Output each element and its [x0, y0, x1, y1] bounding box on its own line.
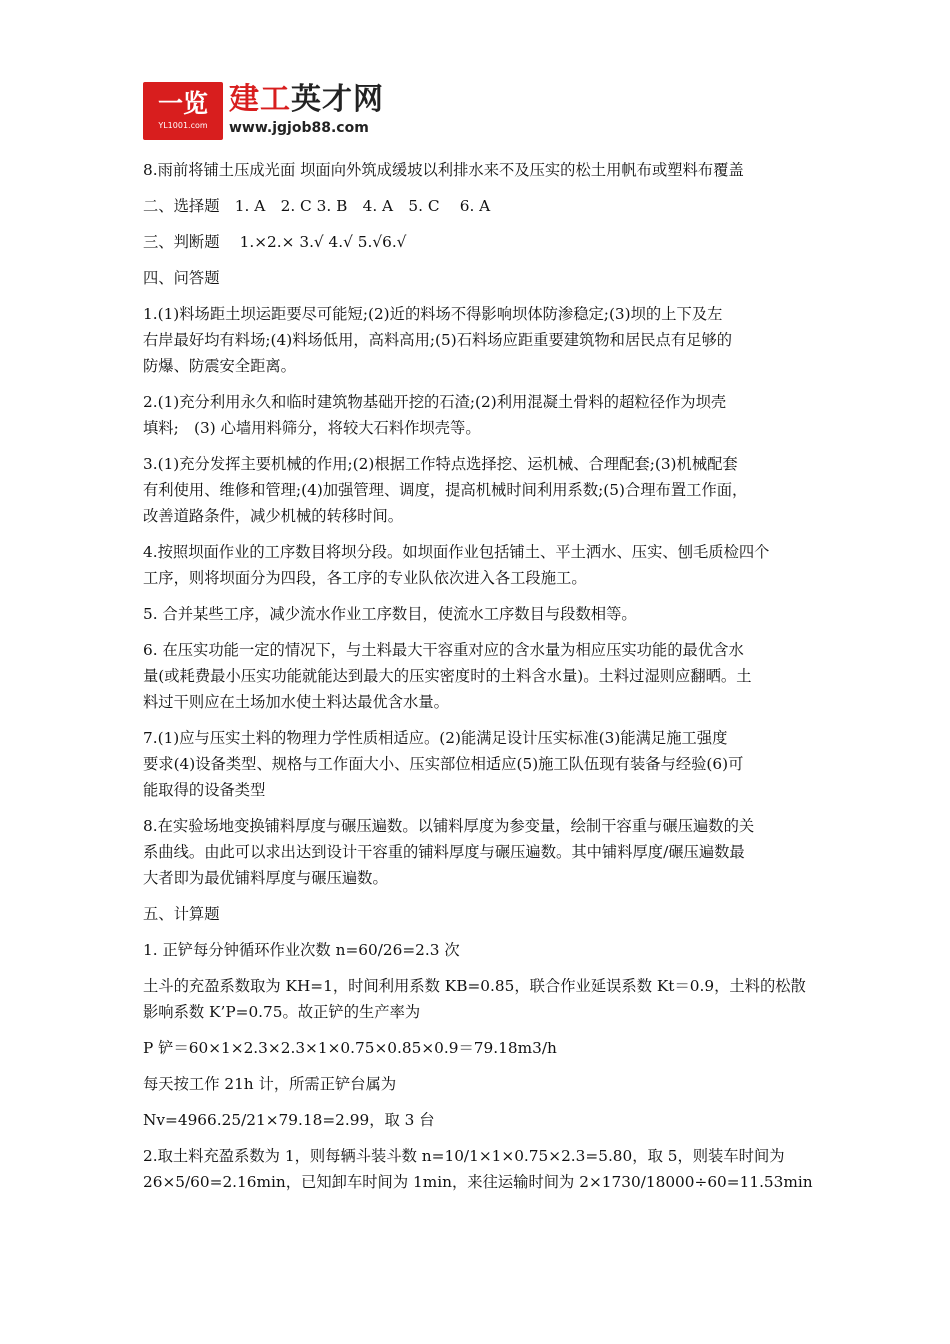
- text-line: 7.(1)应与压实土料的物理力学性质相适应。(2)能满足设计压实标准(3)能满足施工强度: [143, 729, 728, 747]
- section-heading: [143, 901, 813, 927]
- paragraph: [143, 601, 813, 627]
- text-line: P 铲＝60×1×2.3×2.3×1×0.75×0.85×0.9＝79.18m3/h: [143, 1039, 557, 1057]
- text-line: 三、判断题 1.×2.× 3.√ 4.√ 5.√6.√: [143, 233, 407, 251]
- text-line: 土斗的充盈系数取为 KH=1，时间利用系数 KB=0.85，联合作业延误系数 Kt＝0.9，土料的松散: [143, 977, 806, 995]
- text-line: 8.在实验场地变换铺料厚度与碾压遍数。以铺料厚度为参变量，绘制干容重与碾压遍数的关: [143, 817, 755, 835]
- text-line: 5. 合并某些工序，减少流水作业工序数目，使流水工序数目与段数相等。: [143, 605, 637, 623]
- text-line: 右岸最好均有料场;(4)料场低用，高料高用;(5)石料场应距重要建筑物和居民点有足够的: [143, 331, 733, 349]
- text-line: 要求(4)设备类型、规格与工作面大小、压实部位相适应(5)施工队伍现有装备与经验(6)可: [143, 755, 744, 773]
- text-line: 二、选择题 1. A 2. C 3. B 4. A 5. C 6. A: [143, 197, 491, 215]
- formula-line: [143, 1035, 813, 1061]
- paragraph: [143, 539, 813, 591]
- logo-badge-text: 一览: [157, 89, 208, 118]
- text-line: 料过干则应在土场加水使土料达最优含水量。: [143, 693, 449, 711]
- logo-name-red: 建工: [229, 82, 291, 117]
- text-line: 系曲线。由此可以求出达到设计干容重的铺料厚度与碾压遍数。其中铺料厚度/碾压遍数最: [143, 843, 745, 861]
- paragraph: [143, 637, 813, 715]
- logo-site-name: [229, 82, 384, 118]
- text-line: 五、计算题: [143, 905, 220, 923]
- text-line: 4.按照坝面作业的工序数目将坝分段。如坝面作业包括铺土、平土洒水、压实、刨毛质检四个: [143, 543, 770, 561]
- text-line: 26×5/60=2.16min，已知卸车时间为 1min，来往运输时间为 2×1730/18000÷60=11.53min: [143, 1173, 813, 1191]
- formula-line: [143, 1107, 813, 1133]
- logo-badge: [143, 82, 223, 140]
- text-line: 1.(1)料场距土坝运距要尽可能短;(2)近的料场不得影响坝体防渗稳定;(3)坝的上下及左: [143, 305, 723, 323]
- text-line: 2.取土料充盈系数为 1，则每辆斗装斗数 n=10/1×1×0.75×2.3=5.80，取 5，则装车时间为: [143, 1147, 785, 1165]
- paragraph: [143, 157, 813, 183]
- text-line: 6. 在压实功能一定的情况下，与土料最大干容重对应的含水量为相应压实功能的最优含水: [143, 641, 744, 659]
- text-line: 每天按工作 21h 计，所需正铲台属为: [143, 1075, 397, 1093]
- paragraph: [143, 1071, 813, 1097]
- text-line: 四、问答题: [143, 269, 220, 287]
- paragraph: [143, 1143, 813, 1195]
- paragraph: [143, 813, 813, 891]
- paragraph: [143, 451, 813, 529]
- text-line: 有利使用、维修和管理;(4)加强管理、调度，提高机械时间利用系数;(5)合理布置工作面，: [143, 481, 748, 499]
- text-line: Nv=4966.25/21×79.18=2.99，取 3 台: [143, 1111, 435, 1129]
- text-line: 量(或耗费最小压实功能就能达到最大的压实密度时的土料含水量)。土料过湿则应翻晒。土: [143, 667, 752, 685]
- document-body: [143, 157, 813, 1205]
- text-line: 1. 正铲每分钟循环作业次数 n=60/26=2.3 次: [143, 941, 460, 959]
- text-line: 工序，则将坝面分为四段，各工序的专业队依次进入各工段施工。: [143, 569, 587, 587]
- paragraph: [143, 973, 813, 1025]
- text-line: 填料; (3) 心墙用料筛分，将较大石料作坝壳等。: [143, 419, 481, 437]
- paragraph: [143, 301, 813, 379]
- logo-name-dark: 英才网: [291, 82, 384, 117]
- text-line: 改善道路条件，减少机械的转移时间。: [143, 507, 404, 525]
- text-line: 能取得的设备类型: [143, 781, 266, 799]
- paragraph: [143, 937, 813, 963]
- site-logo[interactable]: [143, 82, 403, 140]
- paragraph: [143, 389, 813, 441]
- text-line: 2.(1)充分利用永久和临时建筑物基础开挖的石渣;(2)利用混凝土骨料的超粒径作为坝壳: [143, 393, 727, 411]
- text-line: 影响系数 K’P=0.75。故正铲的生产率为: [143, 1003, 421, 1021]
- logo-badge-domain: YL1001.com: [158, 121, 208, 130]
- section-heading: [143, 265, 813, 291]
- paragraph: [143, 725, 813, 803]
- logo-url: www.jgjob88.com: [229, 120, 369, 136]
- text-line: 8.雨前将铺土压成光面 坝面向外筑成缓坡以利排水来不及压实的松土用帆布或塑料布覆盖: [143, 161, 744, 179]
- paragraph: [143, 229, 813, 255]
- paragraph: [143, 193, 813, 219]
- text-line: 大者即为最优铺料厚度与碾压遍数。: [143, 869, 388, 887]
- text-line: 防爆、防震安全距离。: [143, 357, 296, 375]
- text-line: 3.(1)充分发挥主要机械的作用;(2)根据工作特点选择挖、运机械、合理配套;(3)机械配套: [143, 455, 738, 473]
